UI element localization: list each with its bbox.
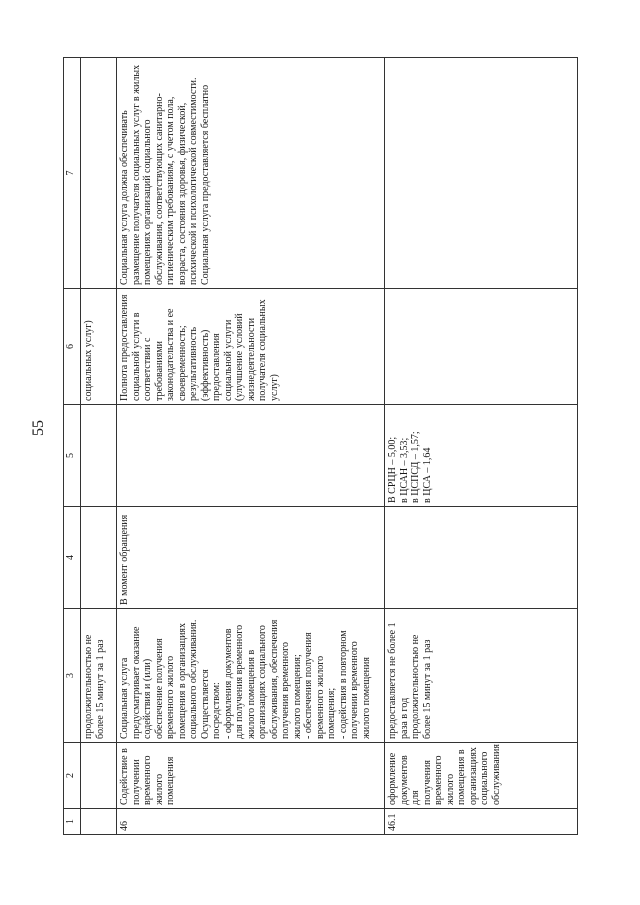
table-row	[385, 58, 578, 835]
service-conditions: Социальная услуга должна обеспечивать размещение получателя социальных услуг в жилых помещениях организаций социального обслуживания, соответствующих санитарно-гигиеническим требованиям, с учетом пола, возраста, состояния здоровья, физической, психической и психологической совместимости. Социальная услуга предоставляется бесплатно	[117, 58, 385, 289]
service-content: предоставляется не более 1 раза в год продолжительностью не более 15 минут за 1 раз	[385, 609, 578, 743]
header-cell: 3	[64, 609, 81, 743]
cell	[81, 58, 117, 289]
service-tariff	[117, 405, 385, 507]
cell	[81, 507, 117, 609]
table-row	[117, 58, 385, 835]
service-conditions	[385, 58, 578, 289]
row-number: 46.1	[385, 809, 578, 835]
page-number: 55	[30, 420, 47, 436]
header-cell: 6	[64, 289, 81, 405]
cell-indicators: социальных услуг)	[81, 289, 117, 405]
header-cell: 4	[64, 507, 81, 609]
header-row	[64, 58, 81, 835]
continuation-row	[81, 58, 117, 835]
service-name: оформление документов для получения временного жилого помещения в организациях социального обслуживания	[385, 743, 578, 809]
service-tariff: В СРЦН – 5,00; в ЦСАН – 3,53; в ЦСПСД – 1,57; в ЦСА – 1,64	[385, 405, 578, 507]
service-indicators: Полнота предоставления социальной услуги в соответствии с требованиями законодательства и ее своевременность; результативность (эффективность) предоставления социальной услуги (улучшение условий жизнедеятельности получателя социальных услуг)	[117, 289, 385, 405]
header-cell: 1	[64, 809, 81, 835]
cell	[81, 743, 117, 809]
services-table	[63, 57, 578, 835]
service-term: В момент обращения	[117, 507, 385, 609]
cell	[81, 405, 117, 507]
row-number: 46	[117, 809, 385, 835]
header-cell: 5	[64, 405, 81, 507]
header-cell: 2	[64, 743, 81, 809]
rotated-table-container	[63, 58, 578, 835]
cell-duration: продолжительностью не более 15 минут за 1 раз	[81, 609, 117, 743]
service-content: Социальная услуга предусматривает оказание содействия и (или) обеспечение получения временного жилого помещения в организациях социального обслуживания. Осуществляется посредством: - оформления документов для получения временного жилого помещения в организациях социального обслуживания, обеспечения получения временного жилого помещения; - обеспечения получения временного жилого помещения; - содействия в повторном получении временного жилого помещения	[117, 609, 385, 743]
header-cell: 7	[64, 58, 81, 289]
service-indicators	[385, 289, 578, 405]
service-name: Содействие в получении временного жилого помещения	[117, 743, 385, 809]
service-term	[385, 507, 578, 609]
cell	[81, 809, 117, 835]
